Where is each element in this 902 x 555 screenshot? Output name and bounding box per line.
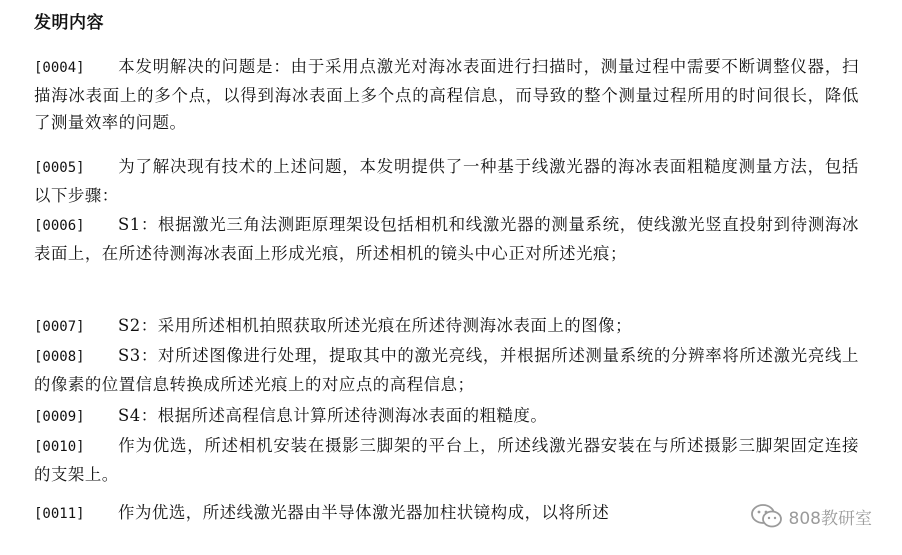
paragraph-text: 本发明解决的问题是：由于采用点激光对海冰表面进行扫描时，测量过程中需要不断调整仪器，扫描海冰表面上的多个点，以得到海冰表面上多个点的高程信息，而导致的整个测量过程所用的时间很长，降低了测量效率的问题。	[34, 57, 859, 132]
paragraph-number: [0004]	[34, 60, 85, 76]
section-heading: 发明内容	[34, 13, 104, 33]
paragraph-text: S4：根据所述高程信息计算所述待测海冰表面的粗糙度。	[118, 406, 548, 425]
paragraph-0004	[34, 53, 859, 136]
paragraph-number: [0006]	[34, 218, 85, 234]
paragraph-0005	[34, 153, 859, 209]
paragraph-0010	[34, 432, 859, 488]
paragraph-text: 为了解决现有技术的上述问题，本发明提供了一种基于线激光器的海冰表面粗糙度测量方法，包括以下步骤：	[34, 157, 859, 205]
paragraph-text: S3：对所述图像进行处理，提取其中的激光亮线，并根据所述测量系统的分辨率将所述激光亮线上的像素的位置信息转换成所述光痕上的对应点的高程信息；	[34, 346, 859, 394]
paragraph-text: 作为优选，所述线激光器由半导体激光器加柱状镜构成，以将所述	[118, 503, 610, 522]
watermark-text: 808教研室	[788, 508, 872, 529]
wechat-icon	[750, 503, 784, 529]
paragraph-text: S2：采用所述相机拍照获取所述光痕在所述待测海冰表面上的图像；	[118, 316, 633, 335]
paragraph-number: [0011]	[34, 506, 85, 522]
watermark	[750, 503, 872, 529]
paragraph-0006	[34, 211, 859, 267]
paragraph-number: [0007]	[34, 319, 85, 335]
paragraph-0009	[34, 402, 859, 431]
paragraph-number: [0008]	[34, 349, 85, 365]
paragraph-0011	[34, 499, 859, 528]
paragraph-0008	[34, 342, 859, 398]
paragraph-number: [0005]	[34, 160, 85, 176]
paragraph-0007	[34, 312, 859, 341]
paragraph-number: [0009]	[34, 409, 85, 425]
paragraph-text: S1：根据激光三角法测距原理架设包括相机和线激光器的测量系统，使线激光竖直投射到待测海冰表面上，在所述待测海冰表面上形成光痕，所述相机的镜头中心正对所述光痕；	[34, 215, 859, 263]
paragraph-text: 作为优选，所述相机安装在摄影三脚架的平台上，所述线激光器安装在与所述摄影三脚架固定连接的支架上。	[34, 436, 859, 484]
paragraph-number: [0010]	[34, 439, 85, 455]
